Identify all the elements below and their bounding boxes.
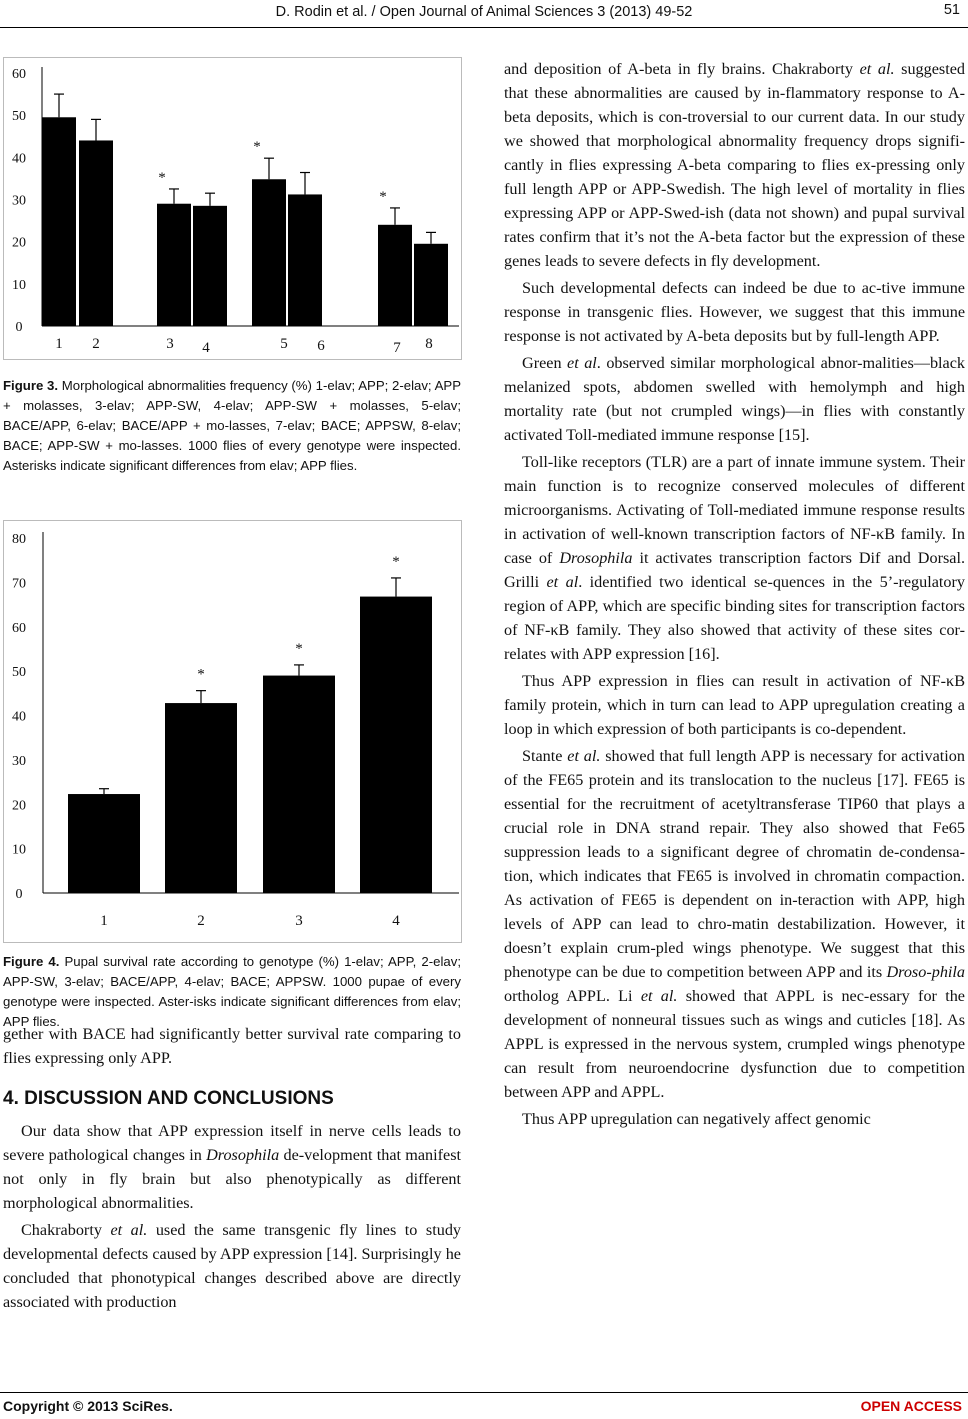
y-tick-label: 40 bbox=[12, 151, 26, 167]
bar bbox=[360, 597, 432, 893]
y-tick-label: 30 bbox=[12, 193, 26, 209]
right-column bbox=[504, 57, 965, 1131]
paragraph-r4: Toll-like receptors (TLR) are a part of innate immune system. Their main function is to recognize conserved molecules of different microorganisms. Activating of Toll-mediated immune response results in activation of well-known transcription factors of NF-κB family. In case of Drosophila it activates transcription factors Dif and Dorsal. Grilli et al. identified two identical se-quences in the 5’-regulatory region of APP, which are specific binding sites for transcription factors of NF-κB family. They also showed that activity of these sites cor-relates with APP expression [16]. bbox=[504, 453, 965, 663]
header-rule bbox=[0, 27, 968, 28]
bar bbox=[193, 206, 227, 326]
y-tick-label: 20 bbox=[12, 235, 26, 251]
bar bbox=[42, 117, 76, 326]
figure-3-caption bbox=[3, 376, 461, 476]
x-tick-label: 5 bbox=[280, 336, 288, 352]
y-tick-label: 60 bbox=[12, 620, 26, 636]
x-tick-label: 3 bbox=[295, 913, 303, 929]
paragraph-r3: Green et al. observed similar morphological abnor-malities—black melanized spots, abdomen swelled with hemolymph and high mortality rate (but not crumpled wings)—in flies with constantly activated Toll-mediated immune response [15]. bbox=[504, 354, 965, 444]
x-tick-label: 7 bbox=[393, 340, 401, 356]
left-column bbox=[3, 1022, 461, 1314]
figure-4-chart bbox=[3, 520, 462, 943]
paragraph-r1: and deposition of A-beta in fly brains. Chakraborty et al. suggested that these abnormalities are caused by in-flammatory response to A-beta deposits, which is con-troversial to our current data. In our study we showed that morphological abnormality frequency drops signifi-cantly in flies expressing A-beta comparing to flies ex-pressing only full length APP or APP-Swedish. The high level of mortality in flies expressing APP or APP-Swed-ish (data not shown) and pupal survival rates confirm that it’s not the A-beta factor but the expression of these genes leads to severe defects in fly development. bbox=[504, 60, 966, 270]
significance-asterisk: * bbox=[158, 169, 166, 186]
bar bbox=[378, 225, 412, 326]
bar bbox=[252, 179, 286, 326]
significance-asterisk: * bbox=[253, 139, 261, 156]
x-tick-label: 1 bbox=[55, 336, 63, 352]
running-title: D. Rodin et al. / Open Journal of Animal Sciences 3 (2013) 49-52 bbox=[275, 4, 693, 20]
bar bbox=[288, 194, 322, 326]
bar bbox=[79, 140, 113, 326]
significance-asterisk: * bbox=[392, 553, 400, 570]
figure-3-chart bbox=[3, 57, 462, 360]
figure-4-label: Figure 4. bbox=[3, 954, 60, 969]
figure-3-svg bbox=[4, 58, 461, 359]
x-tick-label: 1 bbox=[100, 913, 108, 929]
open-access-label: OPEN ACCESS bbox=[860, 1398, 962, 1414]
x-tick-label: 2 bbox=[197, 913, 205, 929]
y-tick-label: 50 bbox=[12, 109, 26, 125]
paragraph-continuation: gether with BACE had significantly better survival rate comparing to flies expressing only APP. bbox=[3, 1025, 461, 1067]
y-tick-label: 60 bbox=[12, 67, 26, 82]
significance-asterisk: * bbox=[197, 666, 205, 683]
y-tick-label: 20 bbox=[12, 798, 26, 814]
footer-rule bbox=[0, 1392, 968, 1393]
paragraph-r7: Thus APP upregulation can negatively affect genomic bbox=[522, 1110, 871, 1128]
paragraph-discussion-1: Our data show that APP expression itself in nerve cells leads to severe pathological changes in Drosophila de-velopment that manifest not only in fly brain but also phenotypically as different morphological abnormalities. bbox=[3, 1122, 461, 1212]
bar bbox=[165, 703, 237, 893]
paragraph-r6: Stante et al. showed that full length APP is necessary for activation of the FE65 protein and its translocation to the nucleus [17]. FE65 is essential for the recruitment of acetyltransferase TIP60 that plays a crucial role in DNA strand repair. They also showed that Fe65 suppression leads to a significant degree of chromatin de-condensa-tion, which indicates that FE65 is involved in chromatin compaction. As activation of FE65 is dependent on in-teraction with APP, high levels of APP can lead to chro-matin destabilization. However, it doesn’t explain crum-pled wings phenotype. We suggest that this phenotype can be due to competition between APP and its Droso-phila ortholog APPL. Li et al. showed that APPL is nec-essary for the development of nonneural tissues such as wings and cuticles [18]. As APPL is expressed in the nervous system, crumpled wings phenotype can result from neuroendocrine dysfunction due to competition between APP and APPL. bbox=[504, 747, 965, 1101]
y-tick-label: 10 bbox=[12, 277, 26, 293]
x-tick-label: 4 bbox=[392, 913, 400, 929]
running-header bbox=[0, 4, 968, 20]
figure-3-label: Figure 3. bbox=[3, 378, 59, 393]
y-tick-label: 0 bbox=[15, 320, 23, 335]
y-tick-label: 80 bbox=[12, 532, 26, 547]
figure-3-caption-text: Morphological abnormalities frequency (%) 1-elav; APP; 2-elav; APP + molasses, 3-elav; APP-SW, 4-elav; APP-SW + molasses, 5-elav; BACE/APP, 6-elav; BACE/APP + mo-lasses, 7-elav; BACE; APPSW, 8-elav; BACE; APP-SW + mo-lasses. 1000 flies of every genotype were inspected. Asterisks indicate significant differences from elav; APP flies. bbox=[3, 378, 461, 473]
section-heading: 4. DISCUSSION AND CONCLUSIONS bbox=[3, 1088, 334, 1109]
x-tick-label: 6 bbox=[317, 338, 325, 354]
significance-asterisk: * bbox=[295, 640, 303, 657]
y-tick-label: 0 bbox=[15, 887, 23, 902]
copyright: Copyright © 2013 SciRes. bbox=[3, 1398, 173, 1414]
bar bbox=[263, 676, 335, 893]
figure-4-caption-text: Pupal survival rate according to genotype (%) 1-elav; APP, 2-elav; APP-SW, 3-elav; BACE/APP, 4-elav; BACE; APPSW. 1000 pupae of every genotype were inspected. Aster-isks indicate significant differences from elav; APP flies. bbox=[3, 954, 461, 1029]
y-tick-label: 40 bbox=[12, 709, 26, 725]
significance-asterisk: * bbox=[379, 188, 387, 205]
y-tick-label: 50 bbox=[12, 665, 26, 681]
figure-4-caption bbox=[3, 952, 461, 1032]
bar bbox=[157, 204, 191, 326]
x-tick-label: 4 bbox=[202, 340, 210, 356]
page-number: 51 bbox=[943, 2, 960, 18]
y-tick-label: 30 bbox=[12, 753, 26, 769]
paragraph-r5: Thus APP expression in flies can result in activation of NF-κB family protein, which in turn can lead to APP upregulation creating a loop in which expression of both participants is co-dependent. bbox=[504, 672, 965, 738]
paragraph-discussion-2: Chakraborty et al. used the same transgenic fly lines to study developmental defects caused by APP expression [14]. Surprisingly he concluded that phonotypical changes described above are directly associated with production bbox=[3, 1221, 462, 1311]
bar bbox=[414, 244, 448, 326]
y-tick-label: 70 bbox=[12, 576, 26, 592]
x-tick-label: 8 bbox=[425, 336, 433, 352]
paragraph-r2: Such developmental defects can indeed be due to ac-tive immune response in transgenic flies. However, we suggest that this immune response is not activated by A-beta deposits but by full-length APP. bbox=[504, 279, 965, 345]
x-tick-label: 2 bbox=[92, 336, 100, 352]
x-tick-label: 3 bbox=[166, 336, 174, 352]
figure-4-svg bbox=[4, 521, 461, 942]
y-tick-label: 10 bbox=[12, 842, 26, 858]
bar bbox=[68, 794, 140, 893]
